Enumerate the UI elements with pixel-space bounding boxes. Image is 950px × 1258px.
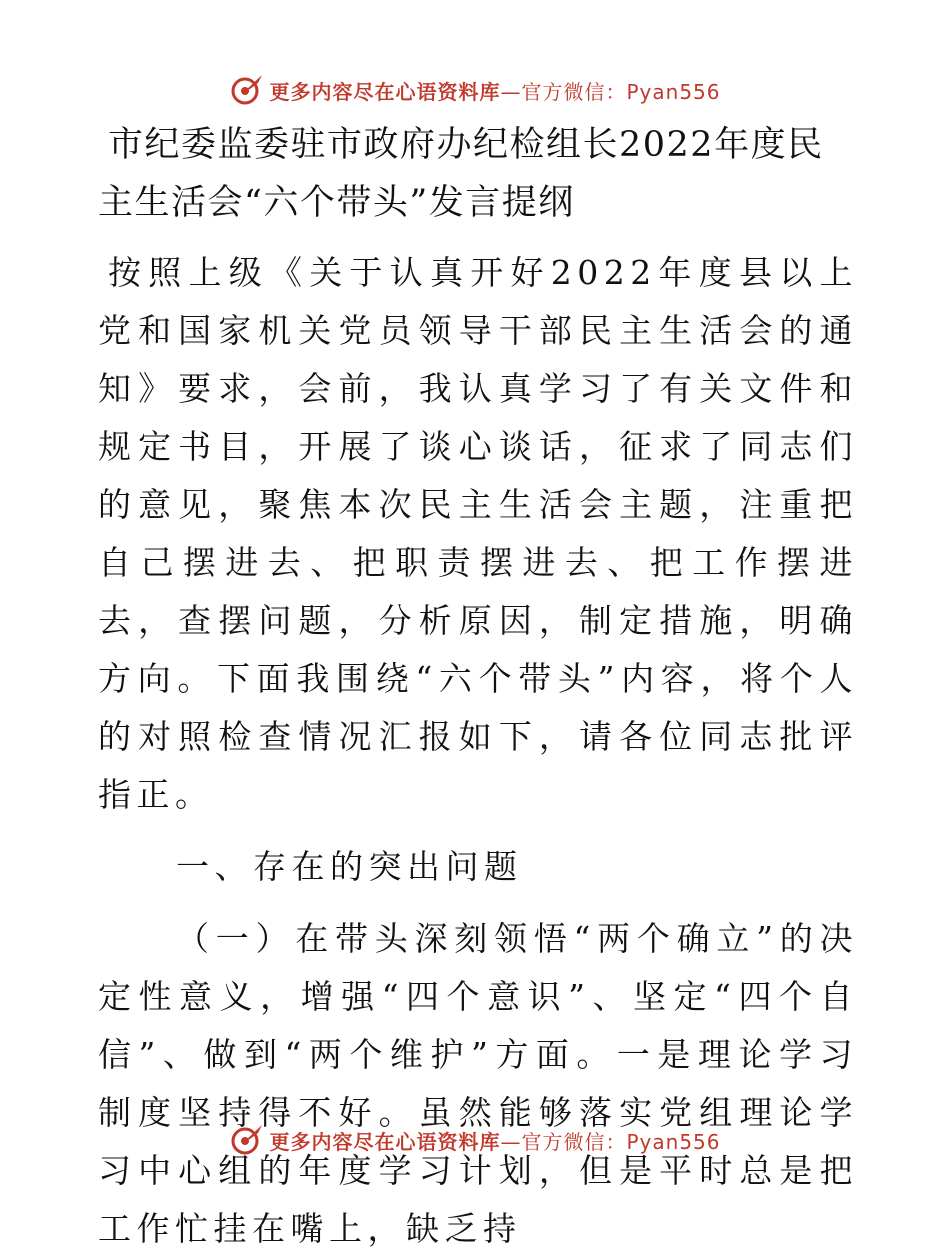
intro-paragraph: 按照上级《关于认真开好2022年度县以上党和国家机关党员领导干部民主生活会的通知》要求，会前，我认真学习了有关文件和规定书目，开展了谈心谈话，征求了同志们的意见，聚焦本次民主生活会主题，注重把自己摆进去、把职责摆进去、把工作摆进去，查摆问题，分析原因，制定措施，明确方向。下面我围绕“六个带头”内容，将个人的对照检查情况汇报如下，请各位同志批评指正。: [98, 253, 858, 814]
watermark-separator: —: [500, 79, 522, 104]
section-heading: 一、存在的突出问题: [176, 847, 523, 886]
watermark-footer: [0, 1120, 950, 1160]
watermark-separator: —: [500, 1129, 522, 1154]
watermark-main: 更多内容尽在心语资料库: [269, 1129, 501, 1154]
watermark-header: [0, 70, 950, 110]
section-paragraph: （一）在带头深刻领悟“两个确立”的决定性意义，增强“四个意识”、坚定“四个自信”、做到“两个维护”方面。一是理论学习制度坚持得不好。虽然能够落实党组理论学习中心组的年度学习计划，但是平时总是把工作忙挂在嘴上，缺乏持: [98, 919, 858, 1248]
watermark-account: Pyan556: [626, 79, 721, 104]
document-body: [98, 116, 858, 1258]
quill-logo-icon: [229, 1122, 265, 1158]
document-title: 市纪委监委驻市政府办纪检组长2022年度民主生活会“六个带头”发言提纲: [98, 125, 824, 223]
watermark-account: Pyan556: [626, 1129, 721, 1154]
watermark-text: [269, 76, 720, 105]
watermark-text: [269, 1126, 720, 1155]
watermark-label: 官方微信：: [521, 79, 627, 104]
quill-logo-icon: [229, 72, 265, 108]
watermark-label: 官方微信：: [521, 1129, 627, 1154]
watermark-main: 更多内容尽在心语资料库: [269, 79, 501, 104]
